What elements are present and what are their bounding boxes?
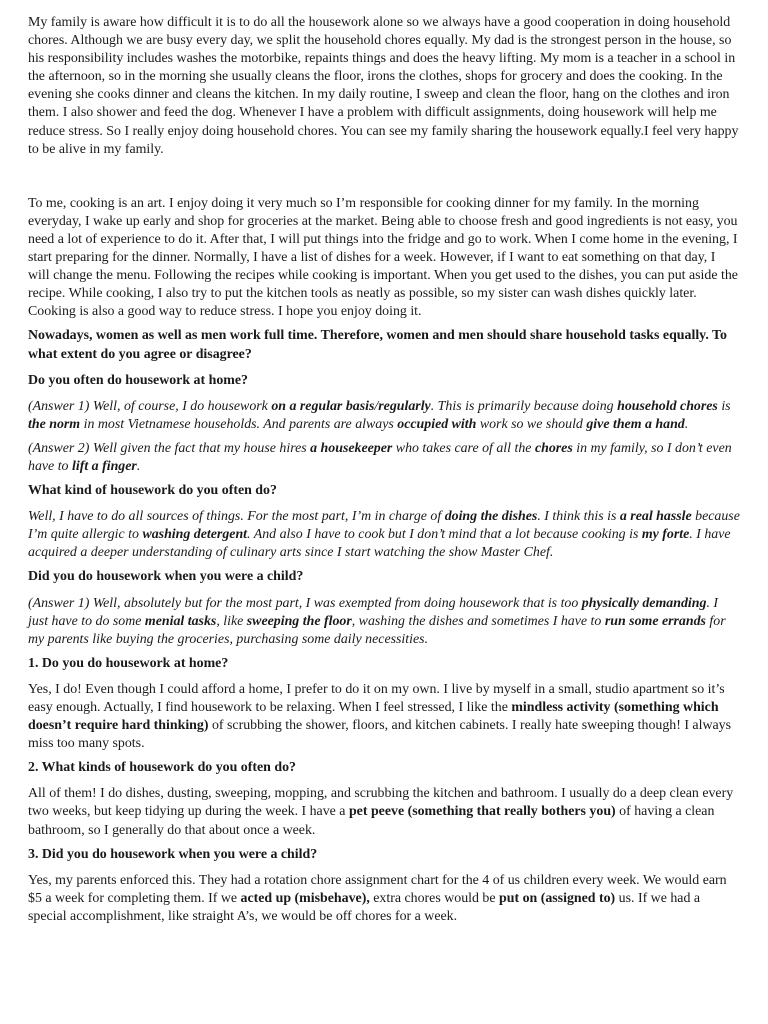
question-topic: Nowadays, women as well as men work full time. Therefore, women and men should share household tasks equally. To what extent do you agree or disagree? bbox=[28, 328, 727, 362]
answer-often-1: (Answer 1) Well, of course, I do housework on a regular basis/regularly. This is primarily because doing household chores is the norm in most Vietnamese households. And parents are always occupied with work so we should give them a hand. bbox=[28, 398, 731, 432]
answer-child: (Answer 1) Well, absolutely but for the most part, I was exempted from doing housework that is too physically demanding. I just have to do some menial tasks, like sweeping the floor, washing the dishes and sometimes I have to run some errands for my parents like buying the groceries, purchasing some daily necessities. bbox=[28, 595, 726, 647]
paragraph-family-chores: My family is aware how difficult it is to do all the housework alone so we always have a good cooperation in doing household chores. Although we are busy every day, we split the household chores equally. My dad is the strongest person in the house, so his responsibility includes washes the motorbike, repaints things and does the heavy lifting. My mom is a teacher in a school in the afternoon, so in the morning she usually cleans the floor, irons the clothes, shops for grocery and does the cooking. In the evening she cooks dinner and cleans the kitchen. In my daily routine, I sweep and clean the floor, hang on the clothes and iron them. I also shower and feed the dog. Whenever I have a problem with difficult assignments, doing housework will help me reduce stress. So I really enjoy doing household chores. You can see my family sharing the housework equally.I feel very happy to be alive in my family. bbox=[28, 15, 739, 157]
question-1: 1. Do you do housework at home? bbox=[28, 655, 229, 671]
question-child: Did you do housework when you were a child? bbox=[28, 569, 304, 585]
answer-often-2: (Answer 2) Well given the fact that my house hires a housekeeper who takes care of all the chores in my family, so I don’t even have to lift a finger. bbox=[28, 440, 732, 474]
paragraph-cooking: To me, cooking is an art. I enjoy doing it very much so I’m responsible for cooking dinner for my family. In the morning everyday, I wake up early and shop for groceries at the market. Being able to choose fresh and good ingredients is not easy, you need a lot of experience to do it. After that, I will put things into the fridge and go to work. When I come home in the evening, I start preparing for the dinner. Normally, I have a list of dishes for a week. However, if I want to eat something on that day, I will change the menu. Following the recipes while cooking is important. When you get used to the dishes, you can put aside the recipe. While cooking, I also try to put the kitchen tools as neatly as possible, so my sister can wash dishes quickly later. Cooking is also a good way to reduce stress. I hope you enjoy doing it. bbox=[28, 195, 738, 320]
question-3: 3. Did you do housework when you were a child? bbox=[28, 846, 318, 862]
answer-kind: Well, I have to do all sources of things. For the most part, I’m in charge of doing the dishes. I think this is a real hassle because I’m quite allergic to washing detergent. And also I have to cook but I don’t mind that a lot because cooking is my forte. I have acquired a deeper understanding of culinary arts since I start watching the show Master Chef. bbox=[28, 509, 740, 561]
question-2: 2. What kinds of housework do you often do? bbox=[28, 760, 296, 776]
document-page bbox=[28, 14, 740, 932]
question-often: Do you often do housework at home? bbox=[28, 372, 248, 388]
answer-3: Yes, my parents enforced this. They had a rotation chore assignment chart for the 4 of us children every week. We would earn $5 a week for completing them. If we acted up (misbehave), extra chores would be put on (assigned to) us. If we had a special accomplishment, like straight A’s, we would be off chores for a week. bbox=[28, 872, 727, 924]
answer-1: Yes, I do! Even though I could afford a home, I prefer to do it on my own. I live by myself in a small, studio apartment so it’s easy enough. Actually, I find housework to be relaxing. When I feel stressed, I like the mindless activity (something which doesn’t require hard thinking) of scrubbing the shower, floors, and kitchen cabinets. I really hate sweeping though! I always miss too many spots. bbox=[28, 681, 731, 752]
answer-2: All of them! I do dishes, dusting, sweeping, mopping, and scrubbing the kitchen and bathroom. I usually do a deep clean every two weeks, but keep tidying up during the week. I have a pet peeve (something that really bothers you) of having a clean bathroom, so I generally do that about once a week. bbox=[28, 786, 734, 838]
question-kind: What kind of housework do you often do? bbox=[28, 483, 277, 499]
